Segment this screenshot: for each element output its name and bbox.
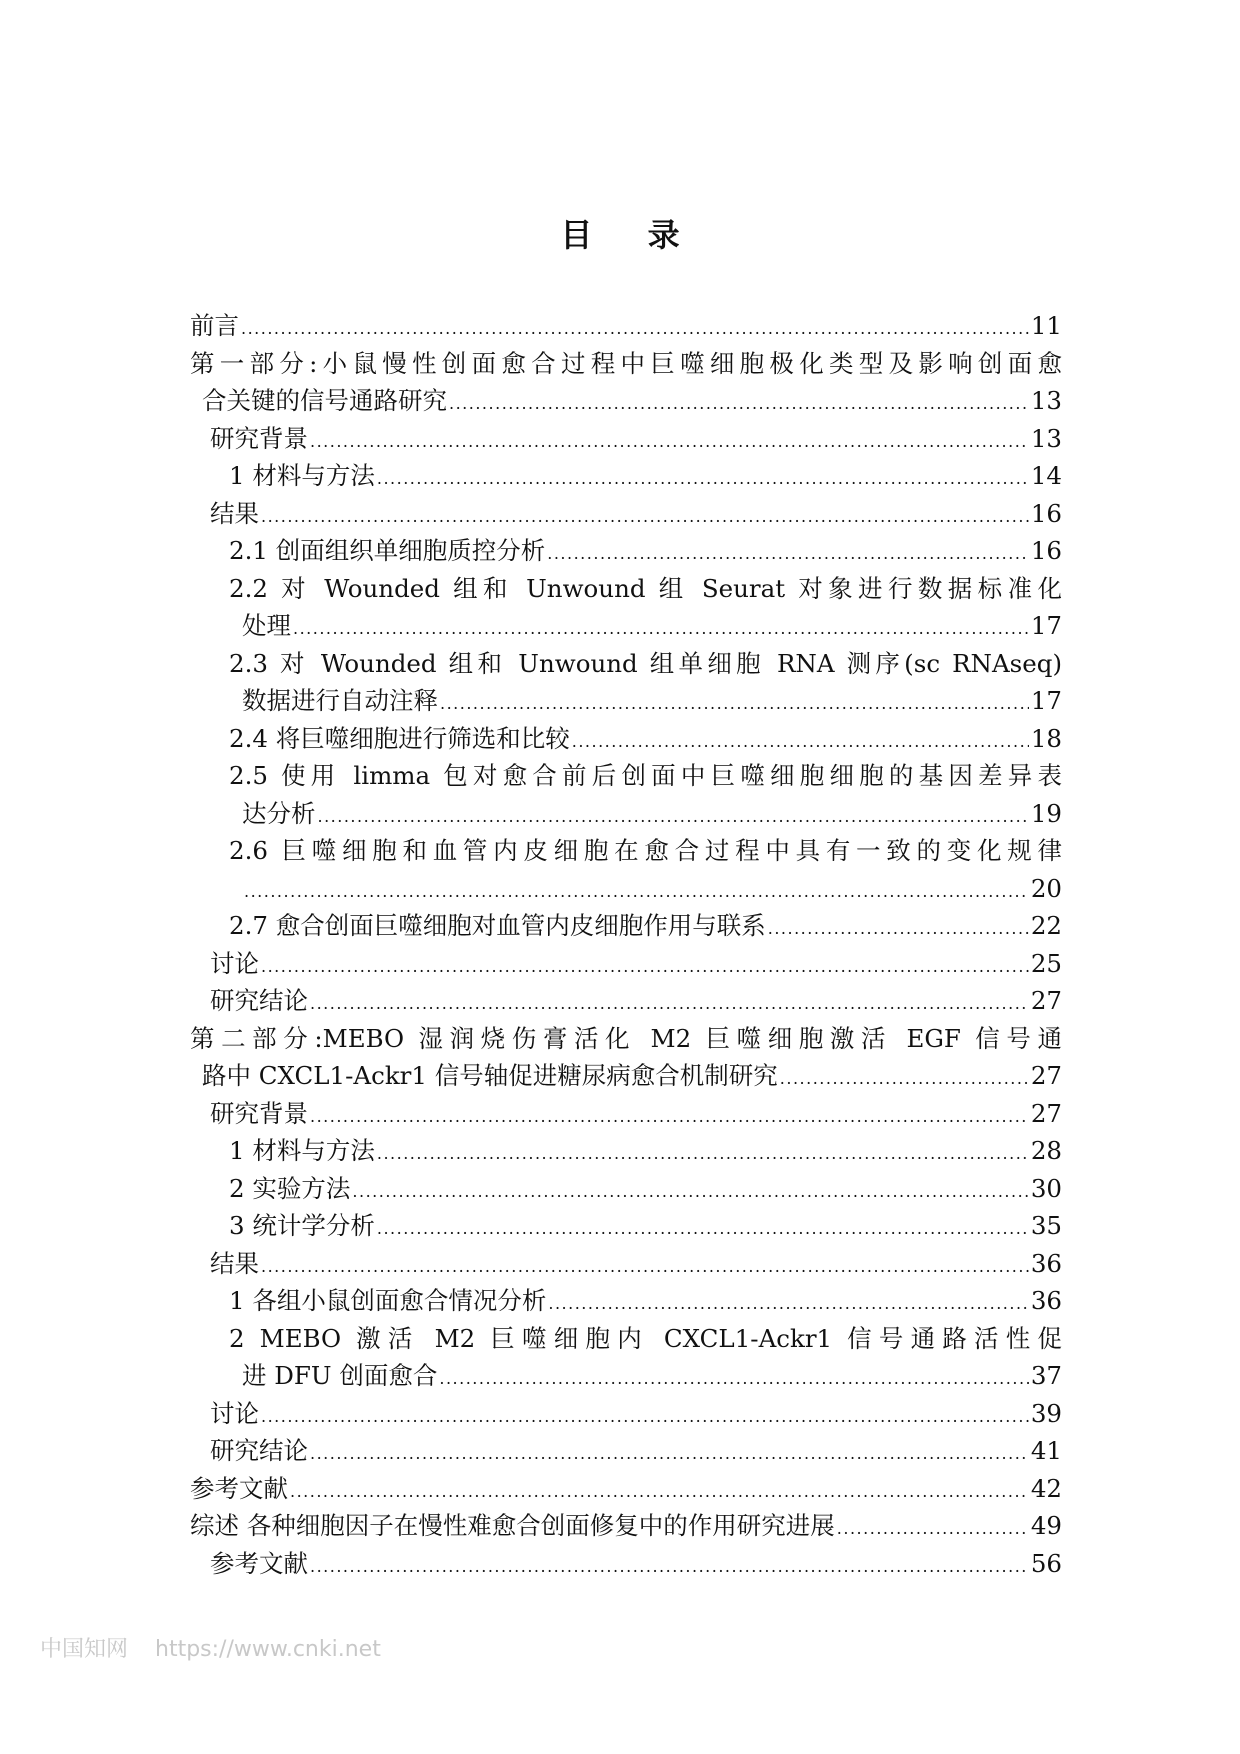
- toc-entry-label: 合关键的信号通路研究: [202, 386, 447, 415]
- toc-entry-label: 2 实验方法: [229, 1173, 351, 1203]
- dot-leader: [440, 685, 1029, 720]
- toc-entry-page: 41: [1030, 1436, 1062, 1465]
- toc-entry-label: 第二部分:MEBO 湿润烧伤膏活化 M2 巨噬细胞激活 EGF 信号通: [190, 1023, 1062, 1053]
- toc-entry-page: 18: [1030, 723, 1062, 753]
- toc-entry-label: 讨论: [210, 948, 259, 978]
- toc-entry[interactable]: [190, 1245, 1062, 1283]
- toc-entry[interactable]: [190, 307, 1062, 345]
- toc-entry-page: 14: [1030, 461, 1062, 490]
- toc-entry[interactable]: [190, 1132, 1062, 1170]
- dot-leader: [377, 460, 1029, 495]
- toc-entry-page: 42: [1030, 1473, 1062, 1503]
- dot-leader: [377, 1210, 1029, 1245]
- toc-entry[interactable]: [190, 1057, 1062, 1095]
- toc-entry-page: 27: [1030, 986, 1062, 1015]
- toc-entry-label: 参考文献: [210, 1548, 308, 1578]
- toc-entry-label: 2.7 愈合创面巨噬细胞对血管内皮细胞作用与联系: [229, 911, 766, 940]
- toc-entry-page: 27: [1030, 1098, 1062, 1128]
- table-of-contents: [190, 307, 1062, 1582]
- dot-leader: [310, 1098, 1029, 1133]
- dot-leader: [310, 423, 1029, 458]
- toc-entry[interactable]: [190, 1395, 1062, 1433]
- dot-leader: [293, 610, 1029, 645]
- toc-entry[interactable]: [190, 1470, 1062, 1508]
- toc-entry-page: 56: [1030, 1548, 1062, 1578]
- toc-entry-label: 研究背景: [210, 423, 308, 453]
- toc-entry-page: 16: [1030, 536, 1062, 565]
- dot-leader: [780, 1060, 1029, 1095]
- dot-leader: [547, 535, 1029, 570]
- toc-entry-label: 前言: [190, 311, 239, 340]
- dot-leader: [377, 1135, 1029, 1170]
- toc-entry-label: 1 各组小鼠创面愈合情况分析: [229, 1286, 547, 1315]
- toc-entry[interactable]: [190, 607, 1062, 645]
- dot-leader: [290, 1473, 1029, 1508]
- toc-entry-label: 讨论: [210, 1398, 259, 1428]
- toc-entry-page: 28: [1030, 1136, 1062, 1165]
- toc-entry-page: 22: [1030, 911, 1062, 940]
- toc-entry-label: 2.2 对 Wounded 组和 Unwound 组 Seurat 对象进行数据标准化: [229, 573, 1062, 603]
- toc-entry-label: 2.6 巨噬细胞和血管内皮细胞在愈合过程中具有一致的变化规律: [229, 836, 1062, 865]
- toc-entry-label: 结果: [210, 498, 259, 528]
- toc-entry[interactable]: [190, 757, 1062, 795]
- dot-leader: [261, 498, 1029, 533]
- toc-entry-page: 39: [1030, 1398, 1062, 1428]
- toc-entry[interactable]: [190, 1320, 1062, 1358]
- toc-entry-label: 达分析: [242, 798, 316, 828]
- toc-entry-label: 结果: [210, 1248, 259, 1278]
- toc-entry-label: 第一部分:小鼠慢性创面愈合过程中巨噬细胞极化类型及影响创面愈: [190, 348, 1062, 378]
- toc-entry[interactable]: [190, 720, 1062, 758]
- toc-entry[interactable]: [190, 945, 1062, 983]
- toc-entry-page: 11: [1030, 311, 1062, 340]
- toc-entry-page: 17: [1030, 611, 1062, 640]
- toc-entry-page: 30: [1030, 1173, 1062, 1203]
- toc-entry[interactable]: [190, 1282, 1062, 1320]
- dot-leader: [768, 910, 1029, 945]
- toc-entry-label: 综述 各种细胞因子在慢性难愈合创面修复中的作用研究进展: [190, 1511, 835, 1540]
- dot-leader: [318, 798, 1029, 833]
- toc-entry[interactable]: [190, 1170, 1062, 1208]
- toc-entry[interactable]: [190, 1020, 1062, 1058]
- toc-entry-label: 2.4 将巨噬细胞进行筛选和比较: [229, 723, 570, 753]
- toc-entry-label: 处理: [242, 611, 291, 640]
- toc-entry-label: 3 统计学分析: [229, 1211, 375, 1240]
- toc-entry[interactable]: [190, 532, 1062, 570]
- toc-entry[interactable]: [190, 1207, 1062, 1245]
- toc-entry-label: 1 材料与方法: [229, 461, 375, 490]
- toc-entry-label: 2.1 创面组织单细胞质控分析: [229, 536, 546, 565]
- dot-leader: [310, 985, 1029, 1020]
- toc-entry-page: 36: [1030, 1248, 1062, 1278]
- toc-entry-page: 13: [1030, 386, 1062, 415]
- toc-entry-page: 27: [1030, 1061, 1062, 1090]
- toc-entry-page: 16: [1030, 498, 1062, 528]
- toc-entry-page: 35: [1030, 1211, 1062, 1240]
- toc-entry-page: 19: [1030, 798, 1062, 828]
- toc-entry[interactable]: [190, 420, 1062, 458]
- toc-entry[interactable]: [190, 495, 1062, 533]
- toc-entry[interactable]: [190, 1432, 1062, 1470]
- toc-entry-label: 研究结论: [210, 1436, 308, 1465]
- dot-leader: [244, 873, 1029, 908]
- dot-leader: [241, 310, 1029, 345]
- toc-entry-page: 20: [1030, 873, 1062, 903]
- dot-leader: [449, 385, 1029, 420]
- toc-entry[interactable]: [190, 1357, 1062, 1395]
- dot-leader: [261, 1248, 1029, 1283]
- toc-entry[interactable]: [190, 907, 1062, 945]
- toc-entry-label: 研究背景: [210, 1098, 308, 1128]
- toc-entry[interactable]: [190, 457, 1062, 495]
- toc-entry-label: 数据进行自动注释: [242, 686, 438, 715]
- toc-entry[interactable]: [190, 832, 1062, 870]
- toc-title: 目 录: [560, 216, 702, 254]
- dot-leader: [548, 1285, 1028, 1320]
- toc-entry[interactable]: [190, 570, 1062, 608]
- dot-leader: [310, 1435, 1029, 1470]
- toc-entry[interactable]: [190, 870, 1062, 908]
- toc-entry[interactable]: [190, 645, 1062, 683]
- toc-entry-label: 2.3 对 Wounded 组和 Unwound 组单细胞 RNA 测序(sc RNAseq): [229, 648, 1062, 678]
- toc-entry[interactable]: [190, 1545, 1062, 1583]
- toc-entry-label: 1 材料与方法: [229, 1136, 375, 1165]
- toc-entry[interactable]: [190, 382, 1062, 420]
- toc-entry-label: 路中 CXCL1-Ackr1 信号轴促进糖尿病愈合机制研究: [202, 1061, 778, 1090]
- cnki-watermark: [40, 1632, 401, 1663]
- toc-entry[interactable]: [190, 1095, 1062, 1133]
- dot-leader: [261, 1398, 1029, 1433]
- toc-entry-label: 进 DFU 创面愈合: [242, 1361, 438, 1390]
- toc-entry[interactable]: [190, 682, 1062, 720]
- toc-entry-label: 参考文献: [190, 1473, 288, 1503]
- toc-entry-page: 49: [1030, 1511, 1062, 1540]
- dot-leader: [572, 723, 1029, 758]
- toc-entry[interactable]: [190, 1507, 1062, 1545]
- toc-entry[interactable]: [190, 795, 1062, 833]
- toc-entry-label: 2.5 使用 limma 包对愈合前后创面中巨噬细胞细胞的基因差异表: [229, 761, 1062, 790]
- dot-leader: [439, 1360, 1028, 1395]
- toc-entry-page: 25: [1030, 948, 1062, 978]
- dot-leader: [310, 1548, 1029, 1583]
- toc-entry-label: 2 MEBO 激活 M2 巨噬细胞内 CXCL1-Ackr1 信号通路活性促: [229, 1323, 1062, 1353]
- toc-entry-page: 17: [1030, 686, 1062, 715]
- toc-entry-label: 研究结论: [210, 986, 308, 1015]
- watermark-logo-text: 中国知网: [40, 1637, 129, 1662]
- toc-entry-page: 37: [1030, 1361, 1062, 1390]
- toc-entry-page: 13: [1030, 423, 1062, 453]
- toc-entry[interactable]: [190, 345, 1062, 383]
- watermark-url: https://www.cnki.net: [155, 1637, 381, 1662]
- dot-leader: [837, 1510, 1029, 1545]
- dot-leader: [352, 1173, 1028, 1208]
- toc-entry-page: 36: [1030, 1286, 1062, 1315]
- toc-entry[interactable]: [190, 982, 1062, 1020]
- dot-leader: [261, 948, 1029, 983]
